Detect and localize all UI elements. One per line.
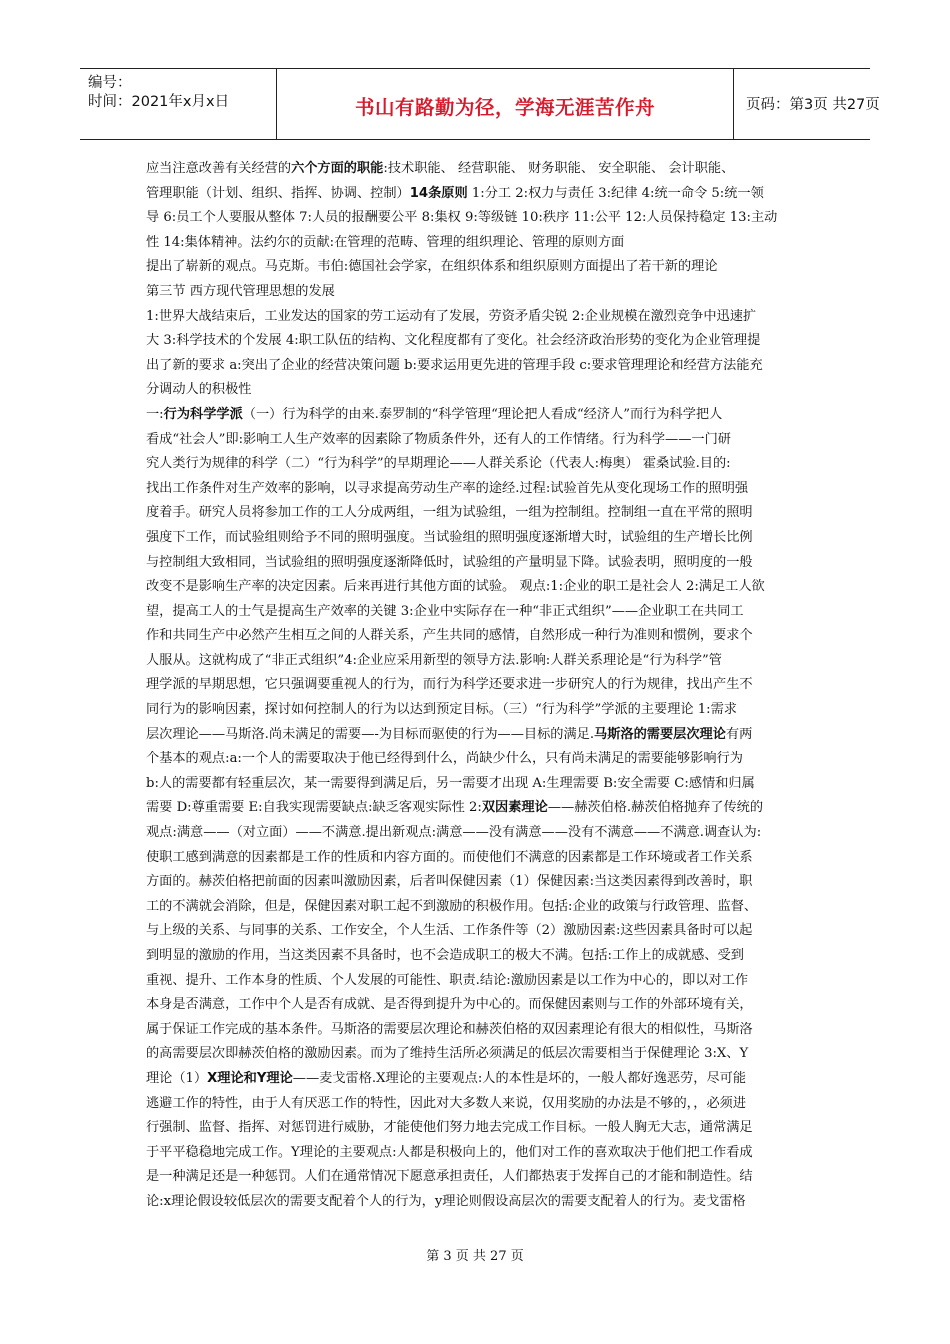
text-run: 一: — [146, 406, 164, 422]
text-line — [146, 1042, 806, 1067]
text-line — [146, 1067, 806, 1092]
text-run: 与上级的关系、与同事的关系、工作安全，个人生活、工作条件等（2）激励因素:这些因素具备时可以起 — [146, 923, 753, 939]
text-run: 大 3:科学技术的个发展 4:职工队伍的结构、文化程度都有了变化。社会经济政治形势的变化为企业管理提 — [146, 333, 761, 349]
bold-term: 行为科学学派 — [163, 406, 243, 422]
header-info-cell — [80, 69, 276, 139]
text-run: 与控制组大致相同，当试验组的照明强度逐渐降低时，试验组的产量明显下降。试验表明，照明度的一般 — [146, 554, 753, 570]
text-run: 逃避工作的特性，由于人有厌恶工作的特性，因此对大多数人来说，仅用奖励的办法是不够的，，必须进 — [146, 1095, 747, 1111]
text-run: 究人类行为规律的科学（二）“行为科学”的早期理论——人群关系论（代表人:梅奥） 霍桑试验.目的: — [146, 456, 731, 472]
document-number-label: 编号： — [88, 75, 132, 91]
text-line — [146, 1018, 806, 1043]
text-line — [146, 772, 806, 797]
text-line — [146, 698, 806, 723]
text-run: 看成“社会人”即:影响工人生产效率的因素除了物质条件外，还有人的工作情绪。行为科学——一门研 — [146, 431, 731, 447]
motto-text: 书山有路勤为径，学海无涯苦作舟 — [354, 96, 655, 119]
text-line — [146, 305, 806, 330]
text-line — [146, 1190, 806, 1215]
text-line — [146, 919, 806, 944]
text-run: 第三节 西方现代管理思想的发展 — [146, 283, 335, 299]
text-run: 管理职能（计划、组织、指挥、协调、控制） — [146, 185, 410, 201]
text-line — [146, 673, 806, 698]
text-line — [146, 501, 806, 526]
text-line — [146, 993, 806, 1018]
text-run: 方面的。赫茨伯格把前面的因素叫激励因素，后者叫保健因素（1）保健因素:当这类因素得到改善时，职 — [146, 874, 753, 890]
text-run: 的高需要层次即赫茨伯格的激励因素。而为了维持生活所必须满足的低层次需要相当于保健理论 3:X、Y — [146, 1046, 749, 1062]
text-run: 是一种满足还是一种惩罚。人们在通常情况下愿意承担责任，人们都热衷于发挥自己的才能和制造性。结 — [146, 1169, 753, 1185]
text-line — [146, 723, 806, 748]
text-run: 属于保证工作完成的基本条件。马斯洛的需要层次理论和赫茨伯格的双因素理论有很大的相似性，马斯洛 — [146, 1021, 753, 1037]
text-run: 于平平稳稳地完成工作。Y理论的主要观点:人都是积极向上的，他们对工作的喜欢取决于他们把工作看成 — [146, 1144, 753, 1160]
text-run: 作和共同生产中必然产生相互之间的人群关系，产生共同的感情，自然形成一种行为准则和惯例，要求个 — [146, 628, 753, 644]
text-run: 论:x理论假设较低层次的需要支配着个人的行为，y理论则假设高层次的需要支配着人的行为。麦戈雷格 — [146, 1193, 746, 1209]
text-line — [146, 624, 806, 649]
text-run: 有两 — [725, 726, 753, 742]
bold-term: 马斯洛的需要层次理论 — [594, 726, 726, 742]
text-run: 度着手。研究人员将参加工作的工人分成两组，一组为试验组，一组为控制组。控制组一直在平常的照明 — [146, 505, 753, 521]
text-run: 1:世界大战结束后，工业发达的国家的劳工运动有了发展，劳资矛盾尖锐 2:企业规模在激烈竞争中迅速扩 — [146, 308, 757, 324]
header-page-cell — [734, 69, 880, 139]
text-line — [146, 747, 806, 772]
text-run: 性 14:集体精神。法约尔的贡献:在管理的范畴、管理的组织理论、管理的原则方面 — [146, 234, 625, 250]
text-line — [146, 944, 806, 969]
text-run: 应当注意改善有关经营的 — [146, 161, 292, 176]
text-run: 1:分工 2:权力与责任 3:纪律 4:统一命令 5:统一领 — [467, 185, 764, 201]
text-run: 改变不是影响生产率的决定因素。后来再进行其他方面的试验。 观点:1:企业的职工是社会人 2:满足工人欲 — [146, 579, 765, 595]
text-run: （一）行为科学的由来.泰罗制的“科学管理“理论把人看成“经济人”而行为科学把人 — [242, 406, 723, 422]
text-line — [146, 1141, 806, 1166]
text-line — [146, 846, 806, 871]
text-line — [146, 206, 806, 231]
text-run: 出了新的要求 a:突出了企业的经营决策问题 b:要求运用更先进的管理手段 c:要求管理理论和经营方法能充 — [146, 357, 763, 373]
text-run: :技术职能、 经营职能、 财务职能、 安全职能、 会计职能、 — [383, 161, 735, 176]
text-line — [146, 329, 806, 354]
text-run: 工的不满就会消除，但是，保健因素对职工起不到激励的积极作用。包括:企业的政策与行政管理、监督、 — [146, 898, 758, 914]
text-run: 本身是否满意，工作中个人是否有成就、是否得到提升为中心的。而保健因素则与工作的外部环境有关， — [146, 997, 753, 1013]
text-run: 强度下工作，而试验组则给予不同的照明强度。当试验组的照明强度逐渐增大时，试验组的生产增长比例 — [146, 529, 753, 545]
text-line — [146, 526, 806, 551]
header-motto-cell — [276, 69, 734, 139]
text-line — [146, 969, 806, 994]
text-line — [146, 870, 806, 895]
text-line — [146, 182, 806, 207]
text-run: ——麦戈雷格.X理论的主要观点:人的本性是坏的，一般人都好逸恶劳，尽可能 — [292, 1070, 747, 1086]
text-line — [146, 1092, 806, 1117]
text-line — [146, 403, 806, 428]
text-run: 导 6:员工个人要服从整体 7:人员的报酬要公平 8:集权 9:等级链 10:秩序 11:公平 12:人员保持稳定 13:主动 — [146, 210, 778, 226]
bold-term: X理论和Y理论 — [207, 1070, 293, 1086]
text-run: 观点:满意——（对立面）——不满意.提出新观点:满意——没有满意——没有不满意——不满意.调查认为: — [146, 825, 762, 841]
text-run: 分调动人的积极性 — [146, 382, 252, 398]
text-line — [146, 477, 806, 502]
text-run: 理学派的早期思想，它只强调要重视人的行为，而行为科学还要求进一步研究人的行为规律，找出产生不 — [146, 677, 753, 693]
text-run: 层次理论——马斯洛.尚未满足的需要—-为目标而驱使的行为——目标的满足. — [146, 726, 595, 742]
text-run: ——赫茨伯格.赫茨伯格抛弃了传统的 — [547, 800, 764, 816]
text-line — [146, 280, 806, 305]
text-line — [146, 378, 806, 403]
document-body — [146, 157, 806, 1215]
text-run: 需要 D:尊重需要 E:自我实现需要缺点:缺乏客观实际性 2: — [146, 800, 482, 816]
text-line — [146, 231, 806, 256]
text-line — [146, 157, 806, 182]
text-line — [146, 354, 806, 379]
text-line — [146, 428, 806, 453]
text-run: b:人的需要都有轻重层次，某一需要得到满足后，另一需要才出现 A:生理需要 B:安全需要 C:感情和归属 — [146, 775, 755, 791]
page-footer: 第 3 页 共 27 页 — [426, 1249, 524, 1264]
text-line — [146, 575, 806, 600]
text-run: 个基本的观点:a:一个人的需要取决于他已经得到什么，尚缺少什么，只有尚未满足的需要能够影响行为 — [146, 751, 743, 767]
text-line — [146, 821, 806, 846]
header-table — [80, 68, 880, 140]
text-line — [146, 796, 806, 821]
text-line — [146, 551, 806, 576]
text-run: 找出工作条件对生产效率的影响，以寻求提高劳动生产率的途经.过程:试验首先从变化现场工作的照明强 — [146, 480, 749, 496]
text-run: 提出了崭新的观点。马克斯。韦伯:德国社会学家，在组织体系和组织原则方面提出了若干新的理论 — [146, 259, 718, 275]
text-run: 使职工感到满意的因素都是工作的性质和内容方面的。而使他们不满意的因素都是工作环境或者工作关系 — [146, 849, 753, 865]
text-line — [146, 600, 806, 625]
text-line — [146, 452, 806, 477]
text-run: 到明显的激励的作用，当这类因素不具备时，也不会造成职工的极大不满。包括:工作上的成就感、受到 — [146, 948, 744, 963]
text-run: 理论（1） — [146, 1070, 208, 1086]
bold-term: 14条原则 — [409, 185, 468, 201]
text-run: 人服从。这就构成了“非正式组织”4:企业应采用新型的领导方法.影响:人群关系理论是“行为科学”管 — [146, 652, 722, 668]
text-run: 重视、提升、工作本身的性质、个人发展的可能性、职责.结论:激励因素是以工作为中心的，即以对工作 — [146, 972, 749, 988]
page-number-label: 页码：第3页 共27页 — [746, 97, 880, 113]
text-line — [146, 649, 806, 674]
text-line — [146, 1165, 806, 1190]
bold-term: 六个方面的职能 — [291, 161, 384, 176]
bold-term: 双因素理论 — [481, 800, 548, 816]
document-date-label: 时间：2021年x月x日 — [88, 94, 230, 110]
text-line — [146, 1116, 806, 1141]
text-run: 望，提高工人的士气是提高生产效率的关键 3:企业中实际存在一种“非正式组织”——企业职工在共同工 — [146, 603, 744, 619]
text-run: 行强制、监督、指挥、对惩罚进行威胁，才能使他们努力地去完成工作目标。一般人胸无大志，通常满足 — [146, 1120, 753, 1136]
text-line — [146, 255, 806, 280]
text-line — [146, 895, 806, 920]
text-run: 同行为的影响因素，探讨如何控制人的行为以达到预定目标。（三）“行为科学”学派的主要理论 1:需求 — [146, 702, 737, 718]
